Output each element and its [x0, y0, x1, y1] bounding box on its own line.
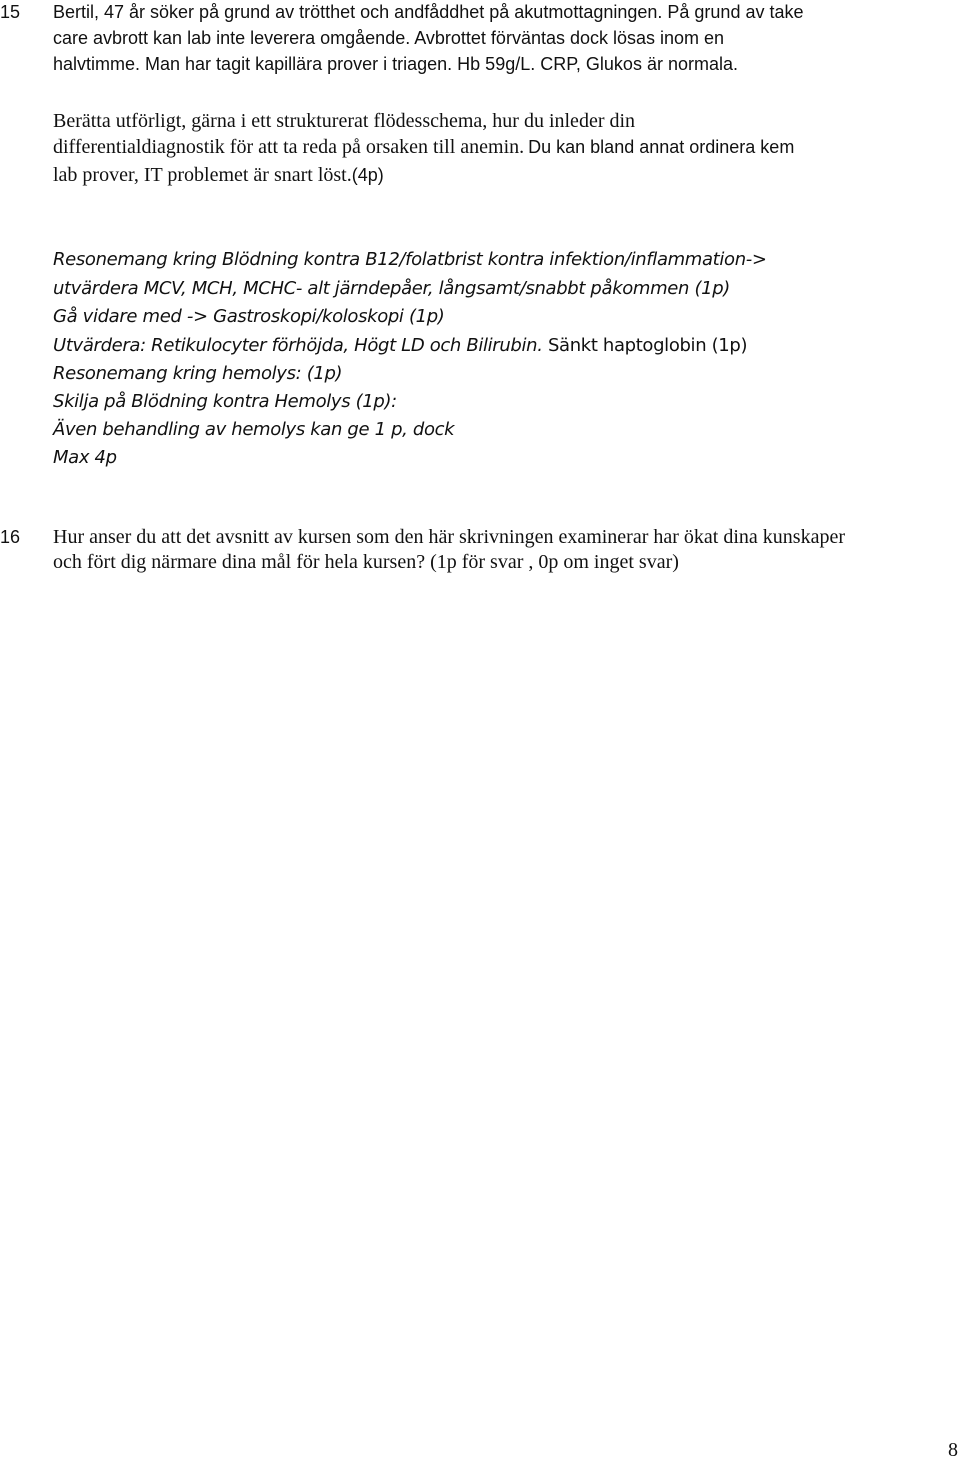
- answer-line: Max 4p: [53, 447, 117, 468]
- question-15-task-text: differentialdiagnostik för att ta reda på orsaken till anemin.: [53, 136, 525, 158]
- question-15-task-line-3: [53, 162, 384, 189]
- question-15-task-line: Berätta utförligt, gärna i ett strukturerat flödesschema, hur du inleder din: [53, 110, 636, 132]
- question-15-task-line-2: [53, 134, 794, 161]
- question-15-case-line: Bertil, 47 år söker på grund av trötthet och andfåddhet på akutmottagningen. På grund av take: [53, 2, 804, 22]
- question-16-line: Hur anser du att det avsnitt av kursen som den här skrivningen examinerar har ökat dina kunskaper: [53, 526, 845, 548]
- question-15-task-text: lab prover, IT problemet är snart löst.: [53, 164, 352, 186]
- answer-line: utvärdera MCV, MCH, MCHC- alt järndepåer, långsamt/snabbt påkommen (1p): [53, 278, 730, 299]
- answer-line-upright-text: Sänkt haptoglobin (1p): [547, 335, 748, 356]
- answer-line-text: Utvärdera: Retikulocyter förhöjda, Högt LD och Bilirubin.: [53, 335, 543, 356]
- question-16-line: och fört dig närmare dina mål för hela kursen? (1p för svar , 0p om inget svar): [53, 551, 679, 573]
- question-15-case-line: care avbrott kan lab inte leverera omgående. Avbrottet förväntas dock lösas inom en: [53, 28, 725, 48]
- page-number: 8: [948, 1439, 958, 1461]
- question-15-case-line: halvtimme. Man har tagit kapillära prover i triagen. Hb 59g/L. CRP, Glukos är normala.: [53, 54, 738, 74]
- answer-line: Resonemang kring Blödning kontra B12/folatbrist kontra infektion/inflammation->: [53, 249, 767, 270]
- question-15-task-tail: Du kan bland annat ordinera kem: [528, 137, 795, 157]
- question-16-number: 16: [0, 527, 21, 547]
- question-15-number: 15: [0, 2, 21, 22]
- question-15-task-points: (4p): [351, 165, 384, 185]
- answer-line: Gå vidare med -> Gastroskopi/koloskopi (1p): [53, 306, 445, 327]
- answer-line: [53, 331, 747, 360]
- answer-line: Resonemang kring hemolys: (1p): [53, 363, 343, 384]
- answer-line: Även behandling av hemolys kan ge 1 p, dock: [53, 419, 455, 440]
- answer-line: Skilja på Blödning kontra Hemolys (1p):: [53, 391, 397, 412]
